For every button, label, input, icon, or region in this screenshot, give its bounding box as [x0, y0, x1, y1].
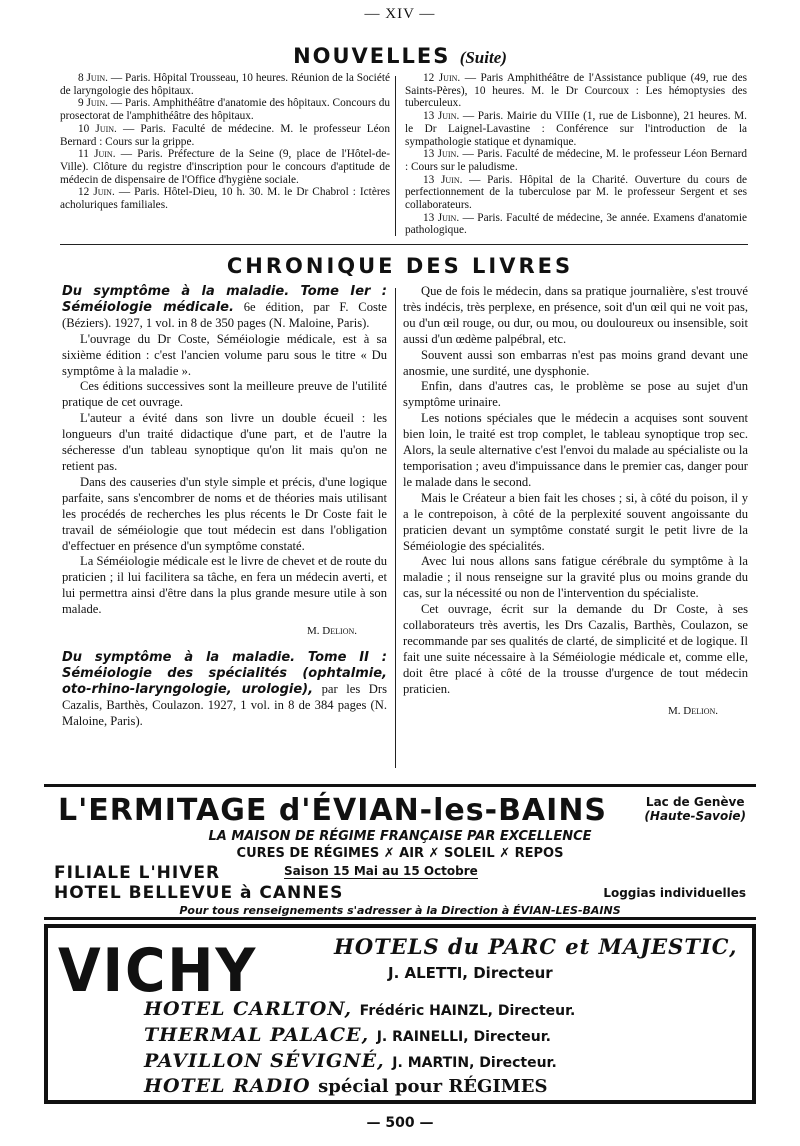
- news-date: 13 Juin.: [423, 173, 463, 186]
- news-item: [405, 110, 747, 148]
- news-item: [60, 148, 390, 186]
- vichy-thermal-palace: [144, 1024, 551, 1046]
- evian-saison: Saison 15 Mai au 15 Octobre: [284, 864, 478, 878]
- signature: M. Delion.: [668, 704, 718, 717]
- paragraph: L'ouvrage du Dr Coste, Séméiologie médicale, est à sa sixième édition : c'est l'ancien volume paru sous le titre « Du symptôme à la maladie ».: [62, 331, 387, 378]
- book-title: Du symptôme à la maladie. Tome Ier : Séméiologie médicale.: [62, 284, 387, 315]
- paragraph: Que de fois le médecin, dans sa pratique journalière, s'est trouvé très indécis, très perplexe, en présence, soit d'un œil qui ne voit pas, ou d'un œil rouge, ou dur, ou mou, ou douloureux ou insensible, soit aussi d'un œdème palpébral, etc.: [403, 284, 748, 346]
- paragraph: Mais le Créateur a bien fait les choses ; si, à côté du poison, il y a le contrepoison, à côté de la perplexité souvent angoissante du praticien devant un symptôme constaté surgit le petit livre de la Séméiologie des spécialités.: [403, 490, 748, 553]
- news-date: 12 Juin.: [78, 186, 115, 199]
- nouvelles-heading: NOUVELLES: [293, 44, 451, 68]
- paragraph: Souvent aussi son embarras n'est pas moins grand devant une anosmie, une surdité, une dysphonie.: [403, 347, 748, 378]
- news-text: — Paris. Mairie du VIIIe (1, rue de Lisbonne), 21 heures. M. le Dr Laignel-Lavastine : Conférence sur l'introduction de la sympathologie statique et dynamique.: [405, 110, 747, 148]
- signature: M. Delion.: [307, 625, 357, 638]
- news-text: — Paris. Hôtel-Dieu, 10 h. 30. M. le Dr Chabrol : Ictères acholuriques familiales.: [60, 186, 391, 212]
- evian-region-line: (Haute-Savoie): [644, 809, 746, 823]
- section-divider: [60, 244, 748, 245]
- paragraph: Avec lui nous allons sans fatigue cérébrale du symptôme à la maladie ; il nous renseigne sur la gravité plus ou moins grande du cas, sur la nécessité ou non de l'intervention du spécialiste.: [403, 554, 748, 601]
- news-text: — Paris Amphithéâtre de l'Assistance publique (49, rue des Saints-Pères), 10 heures. M. le Dr Courcoux : Les hémoptysies des tuberculeux.: [405, 72, 747, 110]
- evian-lac-line: Lac de Genève: [645, 795, 745, 809]
- news-item: [60, 72, 390, 97]
- paragraph: Enfin, dans d'autres cas, le problème se pose au sujet d'un symptôme urinaire.: [403, 379, 748, 410]
- news-text: — Paris. Hôpital de la Charité. Ouverture du cours de perfectionnement de la tuberculose par M. le professeur Sergent et ses collaborateurs.: [405, 173, 747, 212]
- vichy-aletti-director: J. ALETTI, Directeur: [388, 964, 553, 982]
- nouvelles-suite: (Suite): [459, 48, 507, 67]
- news-date: 9 Juin.: [78, 97, 108, 110]
- vichy-hotel-carlton: [144, 998, 575, 1020]
- vichy-hotels-parc-majestic: HOTELS du PARC et MAJESTIC,: [334, 934, 738, 959]
- paragraph: La Séméiologie médicale est le livre de chevet et de route du praticien ; il lui facilitera sa tâche, en fera un médecin averti, et lui permettra ainsi d'être dans la plus grande mesure utile à son malade.: [62, 554, 387, 617]
- news-date: 13 Juin.: [423, 211, 460, 224]
- book-title: Du symptôme à la maladie. Tome II : Séméiologie des spécialités (ophtalmie, oto-rhino-laryngologie, urologie),: [62, 649, 387, 697]
- vichy-hotel-radio: [144, 1075, 547, 1097]
- page-roman-numeral: — XIV —: [364, 6, 436, 22]
- hotel-speciality: spécial pour RÉGIMES: [318, 1076, 548, 1097]
- page-number: — 500 —: [366, 1115, 434, 1131]
- news-text: — Paris. Hôpital Trousseau, 10 heures. Réunion de la Société de laryngologie des hôpitaux.: [60, 72, 390, 97]
- column-divider: [395, 288, 396, 768]
- hotel-name: THERMAL PALACE,: [144, 1024, 370, 1046]
- nouvelles-right-column: [405, 72, 747, 237]
- news-date: 13 Juin.: [423, 148, 460, 161]
- evian-loggias: Loggias individuelles: [603, 886, 746, 900]
- news-date: 10 Juin.: [78, 122, 117, 135]
- book-heading: [62, 650, 387, 730]
- evian-hotel-cannes: HOTEL BELLEVUE à CANNES: [54, 883, 344, 903]
- news-item: [405, 72, 747, 110]
- news-item: [60, 186, 390, 211]
- vichy-logo: VICHY: [58, 936, 258, 1006]
- news-text: — Paris. Faculté de médecine, 3e année. Examens d'anatomie pathologique.: [405, 211, 747, 237]
- chronique-left-column: [62, 284, 387, 729]
- news-date: 11 Juin.: [78, 148, 116, 161]
- news-text: — Paris. Faculté de médecine, M. le professeur Léon Bernard : Cours sur le paludisme.: [405, 148, 748, 173]
- evian-location: [644, 795, 746, 823]
- paragraph: Ces éditions successives sont la meilleure preuve de l'utilité pratique de cet ouvrage.: [62, 379, 387, 410]
- evian-contact: Pour tous renseignements s'adresser à la Direction à ÉVIAN-LES-BAINS: [179, 904, 621, 917]
- paragraph: Cet ouvrage, écrit sur la demande du Dr Coste, à ses collaborateurs très avertis, les Drs Cazalis, Barthès, Coulazon, se recommande par ses qualités de clarté, de simplicité et de logique. Il fait une suite nécessaire à la Séméiologie médicale et, comme elle, doit être placé à côté de la trousse d'urgence de tout médecin praticien.: [403, 602, 748, 696]
- hotel-name: HOTEL CARLTON,: [144, 998, 353, 1020]
- advertisement-evian: [44, 784, 756, 920]
- news-text: — Paris. Amphithéâtre d'anatomie des hôpitaux. Concours du prosectorat de l'amphithéâtre des hôpitaux.: [60, 97, 390, 123]
- section-title-nouvelles: [0, 44, 800, 68]
- news-date: 8 Juin.: [78, 72, 108, 84]
- news-item: [405, 148, 747, 173]
- evian-slogan: LA MAISON DE RÉGIME FRANÇAISE PAR EXCELLENCE: [208, 829, 592, 844]
- news-item: [405, 212, 747, 237]
- news-date: 13 Juin.: [423, 110, 460, 123]
- nouvelles-left-column: [60, 72, 390, 212]
- hotel-director: J. RAINELLI, Directeur.: [376, 1029, 551, 1045]
- news-item: [405, 174, 747, 212]
- hotel-director: Frédéric HAINZL, Directeur.: [359, 1003, 576, 1019]
- paragraph: Les notions spéciales que le médecin a acquises sont souvent bien loin, le traité est trop complet, le tableau synoptique trop sec. Alors, la seule alternative c'est l'envoi du malade au spécialiste ou la temporisation ; aveu d'impuissance dans le premier cas, danger pour le malade dans le second.: [403, 411, 748, 489]
- chronique-right-column: [403, 284, 748, 729]
- news-item: [60, 97, 390, 122]
- evian-filiale: FILIALE L'HIVER: [54, 863, 221, 883]
- evian-cures: CURES DE RÉGIMES ✗ AIR ✗ SOLEIL ✗ REPOS: [236, 846, 564, 861]
- paragraph: Dans des causeries d'un style simple et précis, d'une logique parfaite, sans s'encombrer de noms et de théories mais utilisant les procédés de recherches les plus récents le Dr Coste fait le travail de séméiologie que tout médecin est dans l'obligation d'effectuer en présence d'un symptôme constaté.: [62, 474, 387, 553]
- hotel-director: J. MARTIN, Directeur.: [392, 1055, 557, 1071]
- vichy-pavillon-sevigne: [144, 1050, 557, 1072]
- column-divider: [395, 76, 396, 236]
- advertisement-vichy: [44, 924, 756, 1104]
- news-text: — Paris. Préfecture de la Seine (9, place de l'Hôtel-de-Ville). Clôture du registre d'inscription pour le concours d'aptitude de médecin de dispensaire de l'Office d'hygiène sociale.: [60, 148, 390, 186]
- evian-title: L'ERMITAGE d'ÉVIAN-les-BAINS: [58, 793, 608, 828]
- book-details: par les Drs Cazalis, Barthès, Coulazon. 1927, 1 vol. in 8 de 384 pages (N. Maloine, Paris).: [62, 681, 387, 728]
- hotel-name: HOTEL RADIO: [144, 1075, 311, 1097]
- book-heading: [62, 284, 387, 332]
- news-text: — Paris. Faculté de médecine. M. le professeur Léon Bernard : Cours sur la grippe.: [60, 122, 390, 148]
- paragraph: L'auteur a évité dans son livre un double écueil : les longueurs d'un traité didactique d'une part, et de l'autre la sécheresse d'un tableau synoptique qu'on lit mais qu'on ne retient pas.: [62, 411, 387, 473]
- news-date: 12 Juin.: [423, 72, 461, 84]
- book-details: 6e édition, par F. Coste (Béziers). 1927, 1 vol. in 8 de 350 pages (N. Maloine, Paris).: [62, 299, 387, 330]
- section-title-chronique: CHRONIQUE DES LIVRES: [226, 254, 574, 278]
- news-item: [60, 123, 390, 148]
- hotel-name: PAVILLON SÉVIGNÉ,: [144, 1050, 385, 1072]
